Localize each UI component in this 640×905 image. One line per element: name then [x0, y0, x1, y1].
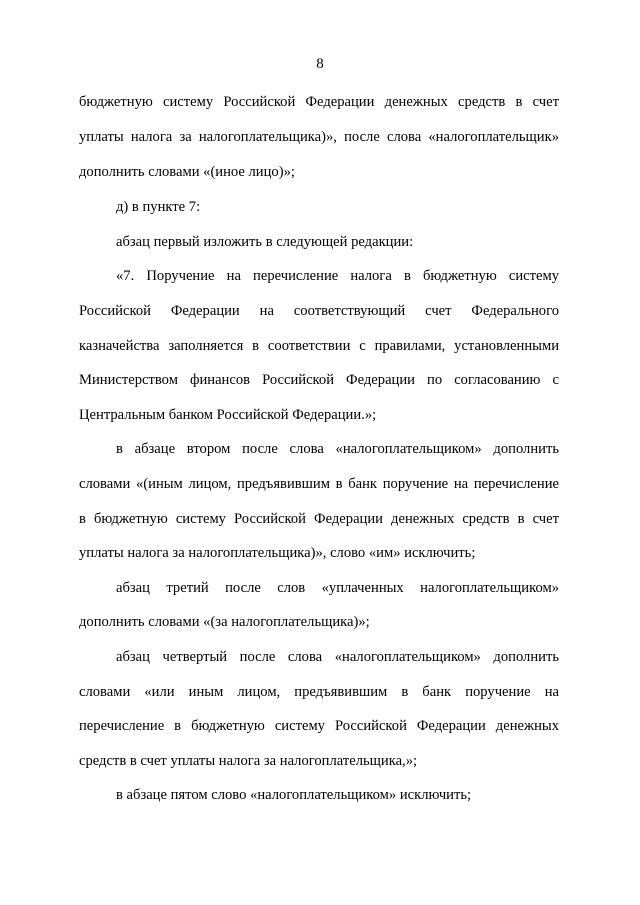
text-line: д) в пункте 7: — [116, 199, 201, 215]
text-line: уплаты налога за налогоплательщика)», после слова «налогоплательщик» — [79, 129, 559, 145]
text-line: Российской Федерации на соответствующий счет Федерального — [79, 303, 559, 319]
text-line: абзац первый изложить в следующей редакции: — [116, 234, 414, 250]
text-line: средств в счет уплаты налога за налогоплательщика,»; — [79, 753, 418, 769]
text-line: в абзаце пятом слово «налогоплательщиком» исключить; — [116, 787, 472, 803]
text-line: словами «(иным лицом, предъявившим в банк поручение на перечисление — [79, 476, 559, 492]
text-line: перечисление в бюджетную систему Российской Федерации денежных — [79, 718, 559, 734]
text-line: абзац четвертый после слова «налогоплательщиком» дополнить — [116, 649, 559, 665]
text-line: в бюджетную систему Российской Федерации денежных средств в счет — [79, 511, 559, 527]
text-line: Центральным банком Российской Федерации.»; — [79, 407, 377, 423]
text-line: дополнить словами «(за налогоплательщика)»; — [79, 614, 370, 630]
text-line: абзац третий после слов «уплаченных налогоплательщиком» — [116, 580, 559, 596]
text-line: бюджетную систему Российской Федерации денежных средств в счет — [79, 94, 559, 110]
text-line: словами «или иным лицом, предъявившим в банк поручение на — [79, 684, 559, 700]
text-line: в абзаце втором после слова «налогоплательщиком» дополнить — [116, 441, 559, 457]
text-line: «7. Поручение на перечисление налога в бюджетную систему — [116, 268, 559, 284]
text-line: казначейства заполняется в соответствии с правилами, установленными — [79, 338, 559, 354]
text-line: дополнить словами «(иное лицо)»; — [79, 164, 295, 180]
page-number: 8 — [316, 56, 324, 72]
text-line: Министерством финансов Российской Федерации по согласованию с — [79, 372, 559, 388]
text-line: уплаты налога за налогоплательщика)», слово «им» исключить; — [79, 545, 476, 561]
